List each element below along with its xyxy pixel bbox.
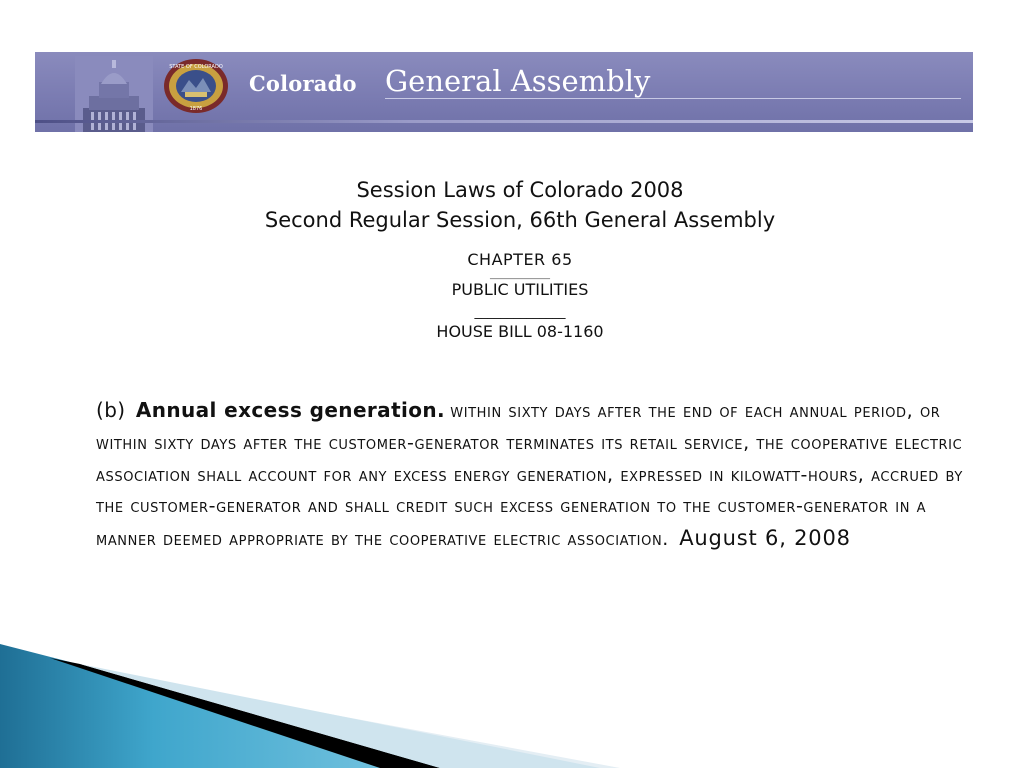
law-header — [0, 175, 1024, 343]
state-seal-icon — [163, 58, 229, 114]
session-title: Session Laws of Colorado 2008 — [356, 178, 684, 202]
banner-body-name: General Assembly — [385, 64, 651, 98]
bill-number: HOUSE BILL 08-1160 — [436, 322, 604, 341]
banner-state-name: Colorado — [249, 71, 357, 96]
session-subtitle: Second Regular Session, 66th General Assembly — [264, 208, 776, 232]
section-text: within sixty days after the end of each annual period, or within sixty days after the customer-generator terminates its retail service, the cooperative electric association shall account for any excess energy generation, expressed in kilowatt-hours, accrued by the customer-generator and shall credit such excess generation to the customer-generator in a manner deemed appropriate by the cooperative electric association. — [96, 400, 963, 551]
banner-divider — [385, 98, 961, 99]
chapter-number: CHAPTER 65 — [467, 250, 573, 269]
paragraph-marker: (b) — [96, 398, 126, 422]
law-excerpt — [96, 395, 966, 556]
svg-text:1876: 1876 — [189, 106, 203, 112]
banner-bottom-line — [35, 120, 973, 123]
section-heading: Annual excess generation. — [135, 398, 446, 422]
decorative-corner-graphic — [0, 644, 620, 768]
enactment-date: August 6, 2008 — [679, 526, 851, 551]
dash-separator-large: ______________ — [474, 305, 566, 320]
svg-text:STATE OF COLORADO: STATE OF COLORADO — [169, 64, 223, 70]
chapter-subject: PUBLIC UTILITIES — [451, 280, 589, 299]
header-banner — [35, 52, 973, 132]
dash-separator-small: _______________ — [490, 270, 550, 279]
